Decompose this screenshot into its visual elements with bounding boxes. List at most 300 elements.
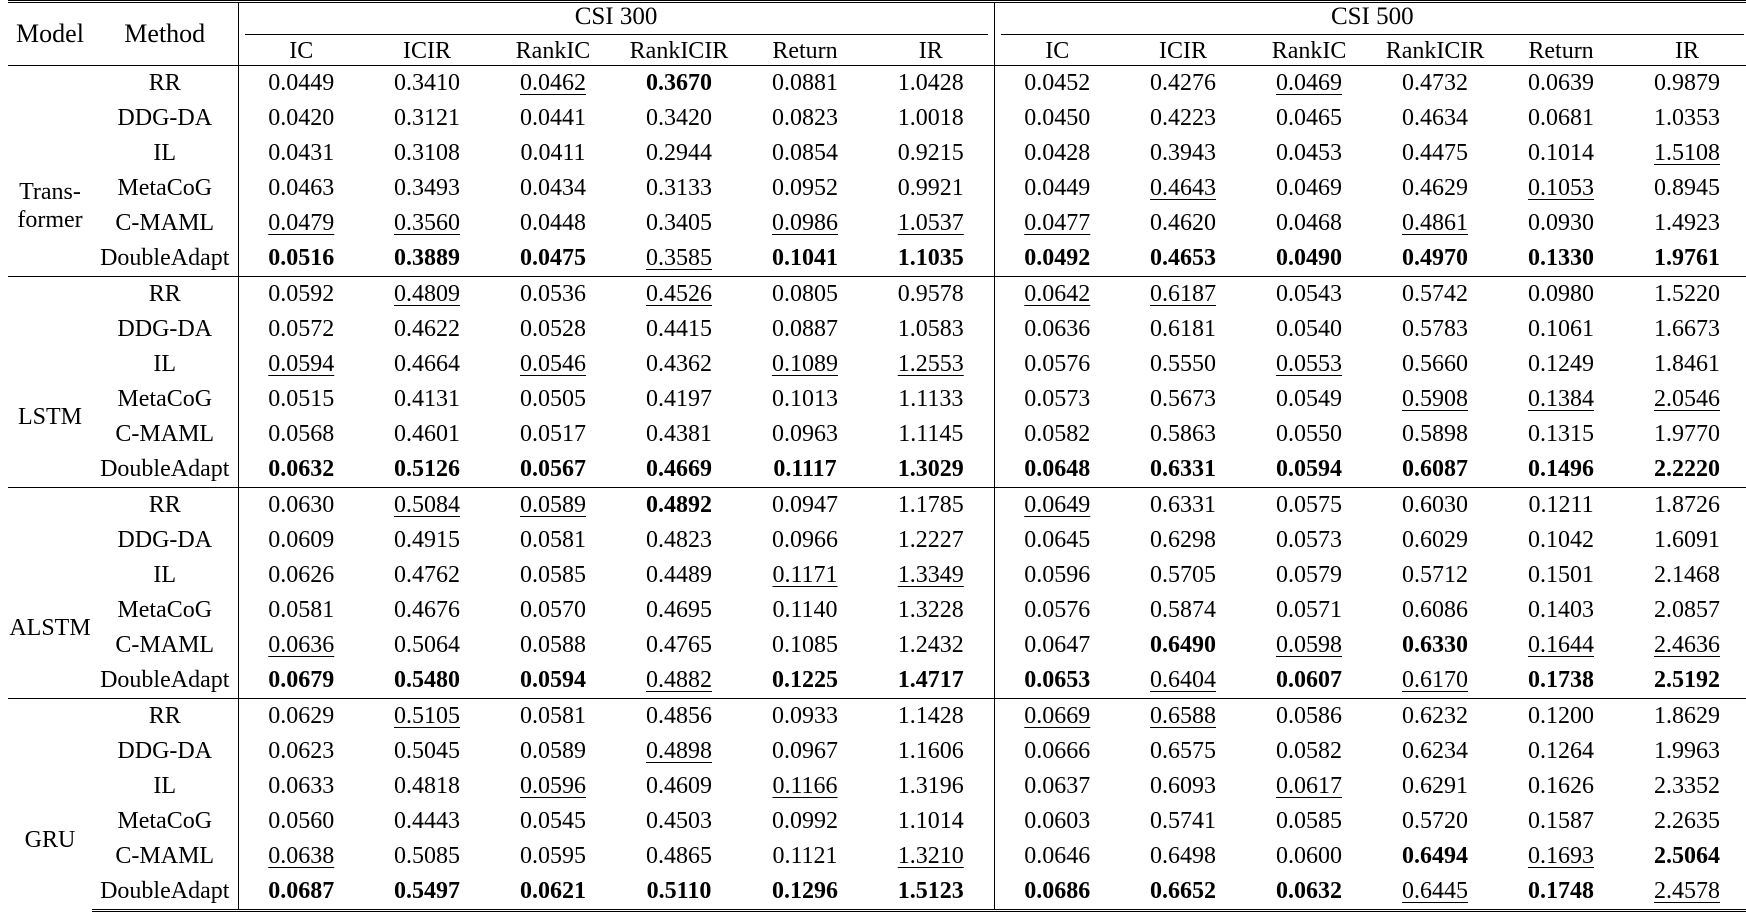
header-method: Method [124, 19, 206, 48]
metric-value: 0.3133 [646, 175, 712, 201]
metric-value: 0.0582 [1276, 738, 1343, 764]
metric-cell-csi300-ic [238, 523, 364, 558]
header-group-csi500 [994, 2, 1746, 39]
method-name-cell: IL [153, 562, 177, 588]
metric-cell-csi300-rankicir [616, 734, 742, 769]
metric-value: 0.0632 [1276, 878, 1343, 904]
metric-value: 0.0805 [772, 281, 838, 307]
metric-value: 1.1014 [897, 808, 964, 834]
metric-cell-csi500-ic [994, 206, 1120, 241]
metric-cell-csi300-rankicir [616, 241, 742, 277]
metric-cell-csi500-ir [1624, 558, 1746, 593]
metric-cell-csi500-ir [1624, 663, 1746, 699]
metric-value: 0.6298 [1150, 527, 1217, 553]
metric-cell-csi500-return [1498, 136, 1624, 171]
metric-value: 0.1748 [1528, 878, 1595, 904]
metric-cell-csi300-return [742, 347, 868, 382]
metric-value: 0.0490 [1276, 245, 1343, 271]
metric-value: 0.4643 [1150, 175, 1217, 201]
metric-cell-csi500-rankicir [1372, 804, 1498, 839]
metric-value: 0.0462 [520, 70, 586, 96]
metric-cell-csi500-icir [1120, 593, 1246, 628]
metric-cell-csi300-rankicir [616, 663, 742, 699]
metric-value: 1.3349 [897, 562, 964, 588]
header-csi500-rankic: RankIC [1271, 38, 1347, 64]
metric-value: 0.0632 [268, 456, 335, 482]
metric-cell-csi500-icir [1120, 452, 1246, 488]
metric-value: 0.5064 [394, 632, 460, 658]
metric-value: 1.4717 [897, 667, 964, 693]
metric-value: 0.1089 [772, 351, 838, 377]
metric-cell-csi300-rankic [490, 312, 616, 347]
metric-value: 0.0607 [1276, 667, 1343, 693]
metric-cell-csi300-rankicir [616, 804, 742, 839]
metric-value: 1.1133 [898, 386, 964, 412]
metric-cell-csi500-ic [994, 241, 1120, 277]
metric-value: 0.4526 [646, 281, 712, 307]
metric-value: 0.1013 [772, 386, 838, 412]
metric-cell-csi500-rankicir [1372, 382, 1498, 417]
metric-value: 0.5126 [394, 456, 460, 482]
metric-value: 0.0603 [1024, 808, 1091, 834]
method-name-cell: C-MAML [115, 210, 215, 236]
metric-cell-csi300-ic [238, 382, 364, 417]
metric-value: 0.6652 [1150, 878, 1217, 904]
metric-value: 0.4653 [1150, 245, 1217, 271]
metric-cell-csi300-rankic [490, 101, 616, 136]
metric-cell-csi300-rankicir [616, 558, 742, 593]
metric-cell-csi500-rankic [1246, 171, 1372, 206]
metric-value: 0.4732 [1402, 70, 1469, 96]
header-csi300-rankic: RankIC [515, 38, 591, 64]
metric-value: 0.0475 [520, 245, 586, 271]
metric-cell-csi500-ir [1624, 734, 1746, 769]
header-group-csi300-label: CSI 300 [245, 3, 988, 35]
metric-value: 1.9761 [1654, 245, 1721, 271]
metric-cell-csi500-ir [1624, 347, 1746, 382]
metric-cell-csi500-icir [1120, 101, 1246, 136]
metric-cell-csi300-ir [868, 663, 994, 699]
table-row [8, 171, 1746, 206]
metric-value: 0.6291 [1402, 773, 1469, 799]
metric-cell-csi500-rankicir [1372, 558, 1498, 593]
metric-value: 0.5741 [1150, 808, 1217, 834]
table-row [8, 663, 1746, 699]
metric-value: 0.5712 [1402, 562, 1469, 588]
metric-value: 1.4923 [1654, 210, 1721, 236]
metric-cell-csi300-rankic [490, 769, 616, 804]
metric-cell-csi500-icir [1120, 277, 1246, 313]
header-group-row [8, 2, 1746, 39]
method-name-cell: MetaCoG [117, 175, 213, 201]
metric-value: 1.3210 [897, 843, 964, 869]
metric-cell-csi300-return [742, 663, 868, 699]
metric-value: 0.6490 [1150, 632, 1217, 658]
metric-cell-csi300-rankicir [616, 101, 742, 136]
metric-cell-csi500-icir [1120, 839, 1246, 874]
model-name-line: ALSTM [9, 614, 91, 641]
metric-value: 0.0598 [1276, 632, 1343, 658]
metric-value: 0.9921 [897, 175, 964, 201]
metric-cell-csi300-rankic [490, 347, 616, 382]
metric-value: 0.6029 [1402, 527, 1469, 553]
metric-value: 0.6234 [1402, 738, 1469, 764]
header-csi500-icir: ICIR [1159, 38, 1208, 64]
metric-value: 2.5064 [1654, 843, 1721, 869]
table-row [8, 241, 1746, 277]
metric-cell-csi500-rankic [1246, 628, 1372, 663]
metric-value: 1.5108 [1654, 140, 1721, 166]
metric-value: 0.1384 [1528, 386, 1595, 412]
metric-value: 0.0992 [772, 808, 838, 834]
metric-cell-csi500-ic [994, 804, 1120, 839]
metric-value: 0.0636 [268, 632, 335, 658]
metric-value: 1.0353 [1654, 105, 1721, 131]
metric-value: 2.3352 [1654, 773, 1721, 799]
metric-cell-csi500-ir [1624, 171, 1746, 206]
metric-value: 0.1644 [1528, 632, 1595, 658]
header-group-csi300 [238, 2, 994, 39]
metric-value: 0.0450 [1024, 105, 1091, 131]
metric-value: 0.4856 [646, 703, 712, 729]
metric-value: 2.0546 [1654, 386, 1721, 412]
metric-cell-csi500-rankic [1246, 488, 1372, 524]
metric-value: 0.5783 [1402, 316, 1469, 342]
metric-cell-csi500-return [1498, 382, 1624, 417]
metric-cell-csi300-icir [364, 839, 490, 874]
metric-cell-csi300-ir [868, 734, 994, 769]
metric-cell-csi500-ic [994, 839, 1120, 874]
metric-cell-csi500-rankicir [1372, 417, 1498, 452]
metric-cell-csi500-ir [1624, 277, 1746, 313]
metric-cell-csi500-rankicir [1372, 452, 1498, 488]
metric-cell-csi500-rankicir [1372, 312, 1498, 347]
metric-cell-csi500-rankicir [1372, 628, 1498, 663]
metric-value: 0.6170 [1402, 667, 1469, 693]
metric-cell-csi300-icir [364, 382, 490, 417]
metric-cell-csi500-rankicir [1372, 523, 1498, 558]
method-name-cell: DDG-DA [117, 738, 213, 764]
model-name-spacer [8, 734, 92, 769]
metric-cell-csi500-return [1498, 734, 1624, 769]
header-csi500-ic: IC [994, 38, 1120, 66]
metric-value: 0.1140 [772, 597, 838, 623]
metric-value: 0.0517 [520, 421, 586, 447]
metric-cell-csi500-rankic [1246, 347, 1372, 382]
metric-cell-csi300-rankic [490, 206, 616, 241]
metric-cell-csi300-return [742, 839, 868, 874]
metric-value: 0.0592 [268, 281, 335, 307]
metric-value: 0.4622 [394, 316, 460, 342]
metric-cell-csi300-rankic [490, 699, 616, 735]
metric-value: 0.0666 [1024, 738, 1091, 764]
header-model: Model [16, 19, 84, 48]
model-name-line: GRU [24, 826, 76, 853]
metric-cell-csi500-ir [1624, 452, 1746, 488]
metric-value: 0.5550 [1150, 351, 1217, 377]
metric-cell-csi300-rankic [490, 452, 616, 488]
metric-value: 0.0492 [1024, 245, 1091, 271]
metric-value: 0.0642 [1024, 281, 1091, 307]
metric-cell-csi300-ir [868, 452, 994, 488]
metric-value: 0.9879 [1654, 70, 1721, 96]
metric-cell-csi300-rankicir [616, 839, 742, 874]
metric-value: 2.4578 [1654, 878, 1721, 904]
table-row [8, 452, 1746, 488]
header-csi300-icir: ICIR [403, 38, 451, 64]
metric-value: 0.1121 [772, 843, 838, 869]
metric-cell-csi300-ir [868, 347, 994, 382]
metric-value: 0.4197 [646, 386, 712, 412]
metric-cell-csi300-return [742, 241, 868, 277]
metric-value: 2.5192 [1654, 667, 1721, 693]
table-row [8, 558, 1746, 593]
metric-value: 0.3670 [646, 70, 712, 96]
model-name-spacer [8, 277, 92, 313]
header-csi500-ir: IR [1675, 38, 1700, 64]
metric-cell-csi300-return [742, 136, 868, 171]
metric-value: 0.5660 [1402, 351, 1469, 377]
metric-cell-csi500-return [1498, 241, 1624, 277]
metric-value: 0.0428 [1024, 140, 1091, 166]
metric-cell-csi500-return [1498, 171, 1624, 206]
metric-value: 0.0576 [1024, 597, 1091, 623]
metric-cell-csi300-return [742, 558, 868, 593]
table-row [8, 839, 1746, 874]
metric-cell-csi300-return [742, 101, 868, 136]
metric-cell-csi500-icir [1120, 488, 1246, 524]
metric-cell-csi500-return [1498, 839, 1624, 874]
metric-value: 0.0596 [520, 773, 586, 799]
metric-cell-csi300-rankic [490, 804, 616, 839]
metric-cell-csi300-return [742, 312, 868, 347]
metric-value: 0.4669 [646, 456, 712, 482]
table-row [8, 734, 1746, 769]
metric-value: 0.4664 [394, 351, 460, 377]
metric-value: 0.4131 [394, 386, 460, 412]
metric-cell-csi500-rankicir [1372, 347, 1498, 382]
metric-value: 0.0887 [772, 316, 838, 342]
table-header [8, 2, 1746, 66]
table-row [8, 417, 1746, 452]
metric-value: 0.1085 [772, 632, 838, 658]
table-row [8, 206, 1746, 241]
metric-cell-csi300-ir [868, 628, 994, 663]
metric-cell-csi300-rankic [490, 488, 616, 524]
metric-value: 0.4762 [394, 562, 460, 588]
metric-cell-csi300-rankicir [616, 628, 742, 663]
method-name-cell: RR [92, 66, 238, 102]
metric-cell-csi300-rankic [490, 66, 616, 102]
metric-value: 0.8945 [1654, 175, 1721, 201]
metric-value: 0.4443 [394, 808, 460, 834]
metric-value: 0.1211 [1528, 492, 1594, 518]
metric-cell-csi500-ic [994, 769, 1120, 804]
metric-value: 0.1496 [1528, 456, 1595, 482]
metric-cell-csi500-icir [1120, 312, 1246, 347]
metric-cell-csi500-ir [1624, 874, 1746, 911]
metric-value: 1.2553 [897, 351, 964, 377]
metric-value: 0.1501 [1528, 562, 1595, 588]
metric-value: 0.0609 [268, 527, 335, 553]
metric-cell-csi300-ic [238, 417, 364, 452]
model-name-line: Trans- [19, 178, 81, 205]
metric-value: 0.6575 [1150, 738, 1217, 764]
metric-value: 0.0449 [1024, 175, 1091, 201]
metric-cell-csi300-return [742, 699, 868, 735]
metric-cell-csi300-ic [238, 593, 364, 628]
metric-cell-csi300-ir [868, 171, 994, 206]
metric-cell-csi500-icir [1120, 171, 1246, 206]
metric-cell-csi300-icir [364, 417, 490, 452]
metric-cell-csi500-ic [994, 347, 1120, 382]
metric-cell-csi500-rankic [1246, 839, 1372, 874]
metric-value: 1.0428 [897, 70, 964, 96]
metric-cell-csi500-icir [1120, 382, 1246, 417]
metric-value: 0.0581 [268, 597, 335, 623]
metric-cell-csi300-icir [364, 488, 490, 524]
metric-cell-csi500-ir [1624, 699, 1746, 735]
metric-value: 0.0823 [772, 105, 838, 131]
metric-value: 0.0679 [268, 667, 335, 693]
metric-value: 0.0647 [1024, 632, 1091, 658]
metric-value: 0.0639 [1528, 70, 1595, 96]
metric-value: 0.6093 [1150, 773, 1217, 799]
metric-value: 0.4223 [1150, 105, 1217, 131]
model-name-spacer [8, 101, 92, 136]
metric-value: 0.1200 [1528, 703, 1595, 729]
metric-cell-csi300-rankic [490, 136, 616, 171]
metric-value: 0.0594 [520, 667, 586, 693]
metric-value: 0.0469 [1276, 175, 1343, 201]
model-name-spacer [8, 699, 92, 735]
metric-value: 0.4362 [646, 351, 712, 377]
metric-cell-csi500-ir [1624, 136, 1746, 171]
metric-value: 0.0570 [520, 597, 586, 623]
metric-value: 0.1315 [1528, 421, 1595, 447]
metric-value: 0.0947 [772, 492, 838, 518]
table-row [8, 277, 1746, 313]
metric-cell-csi300-ic [238, 663, 364, 699]
metric-value: 2.1468 [1654, 562, 1721, 588]
metric-cell-csi300-ir [868, 593, 994, 628]
metric-cell-csi300-return [742, 593, 868, 628]
metric-cell-csi500-rankic [1246, 734, 1372, 769]
metric-value: 0.0588 [520, 632, 586, 658]
metric-value: 0.0636 [1024, 316, 1091, 342]
metric-cell-csi300-ic [238, 804, 364, 839]
metric-value: 0.1738 [1528, 667, 1595, 693]
metric-cell-csi500-return [1498, 347, 1624, 382]
metric-cell-csi500-ir [1624, 523, 1746, 558]
metric-cell-csi500-return [1498, 523, 1624, 558]
metric-value: 0.0986 [772, 210, 838, 236]
metric-value: 0.0854 [772, 140, 838, 166]
metric-cell-csi300-return [742, 874, 868, 911]
metric-cell-csi500-ir [1624, 488, 1746, 524]
metric-cell-csi500-return [1498, 488, 1624, 524]
metric-cell-csi500-ir [1624, 839, 1746, 874]
metric-cell-csi300-icir [364, 312, 490, 347]
metric-cell-csi500-return [1498, 558, 1624, 593]
metric-cell-csi500-rankicir [1372, 66, 1498, 102]
metric-value: 0.1264 [1528, 738, 1595, 764]
metric-cell-csi300-ic [238, 66, 364, 102]
metric-value: 0.4629 [1402, 175, 1469, 201]
metric-value: 0.4695 [646, 597, 712, 623]
metric-value: 0.4475 [1402, 140, 1469, 166]
metric-cell-csi300-ir [868, 277, 994, 313]
metric-value: 0.6498 [1150, 843, 1217, 869]
metric-value: 0.4634 [1402, 105, 1469, 131]
table-body [8, 66, 1746, 911]
metric-value: 0.0568 [268, 421, 335, 447]
metric-value: 0.6232 [1402, 703, 1469, 729]
metric-value: 0.0681 [1528, 105, 1595, 131]
metric-value: 0.6331 [1150, 492, 1217, 518]
metric-cell-csi300-rankic [490, 874, 616, 911]
metric-cell-csi300-rankicir [616, 417, 742, 452]
model-name-cell [8, 136, 92, 277]
metric-value: 0.0477 [1024, 210, 1091, 236]
metric-cell-csi500-rankicir [1372, 839, 1498, 874]
metric-value: 0.0595 [520, 843, 586, 869]
metric-value: 0.6404 [1150, 667, 1217, 693]
metric-value: 0.0575 [1276, 492, 1343, 518]
metric-cell-csi300-rankic [490, 663, 616, 699]
method-name-cell: DDG-DA [117, 105, 213, 131]
method-name-cell: RR [92, 488, 238, 524]
metric-value: 0.3943 [1150, 140, 1217, 166]
metric-value: 1.1035 [897, 245, 964, 271]
metric-cell-csi500-rankic [1246, 874, 1372, 911]
metric-value: 0.0581 [520, 527, 586, 553]
metric-value: 0.4809 [394, 281, 460, 307]
metric-cell-csi300-return [742, 277, 868, 313]
metric-cell-csi500-return [1498, 417, 1624, 452]
table-row [8, 488, 1746, 524]
metric-value: 0.5497 [394, 878, 460, 904]
metric-value: 1.1145 [898, 421, 964, 447]
metric-value: 0.4489 [646, 562, 712, 588]
metric-cell-csi500-rankic [1246, 593, 1372, 628]
metric-value: 0.1403 [1528, 597, 1595, 623]
metric-cell-csi500-rankic [1246, 312, 1372, 347]
metric-cell-csi300-rankicir [616, 382, 742, 417]
metric-value: 1.5123 [897, 878, 964, 904]
metric-cell-csi500-ir [1624, 66, 1746, 102]
metric-cell-csi500-rankic [1246, 206, 1372, 241]
metric-value: 2.0857 [1654, 597, 1721, 623]
metric-value: 0.0629 [268, 703, 335, 729]
metric-value: 0.3410 [394, 70, 460, 96]
metric-cell-csi500-return [1498, 452, 1624, 488]
metric-value: 0.0626 [268, 562, 335, 588]
metric-value: 0.6087 [1402, 456, 1469, 482]
metric-value: 0.1626 [1528, 773, 1595, 799]
metric-value: 0.0933 [772, 703, 838, 729]
metric-cell-csi300-icir [364, 136, 490, 171]
metric-cell-csi500-rankic [1246, 136, 1372, 171]
metric-value: 0.0952 [772, 175, 838, 201]
metric-cell-csi300-icir [364, 593, 490, 628]
metric-value: 0.3493 [394, 175, 460, 201]
metric-cell-csi300-rankic [490, 558, 616, 593]
metric-cell-csi300-icir [364, 347, 490, 382]
metric-cell-csi500-icir [1120, 699, 1246, 735]
metric-cell-csi500-ic [994, 523, 1120, 558]
metric-cell-csi300-icir [364, 101, 490, 136]
